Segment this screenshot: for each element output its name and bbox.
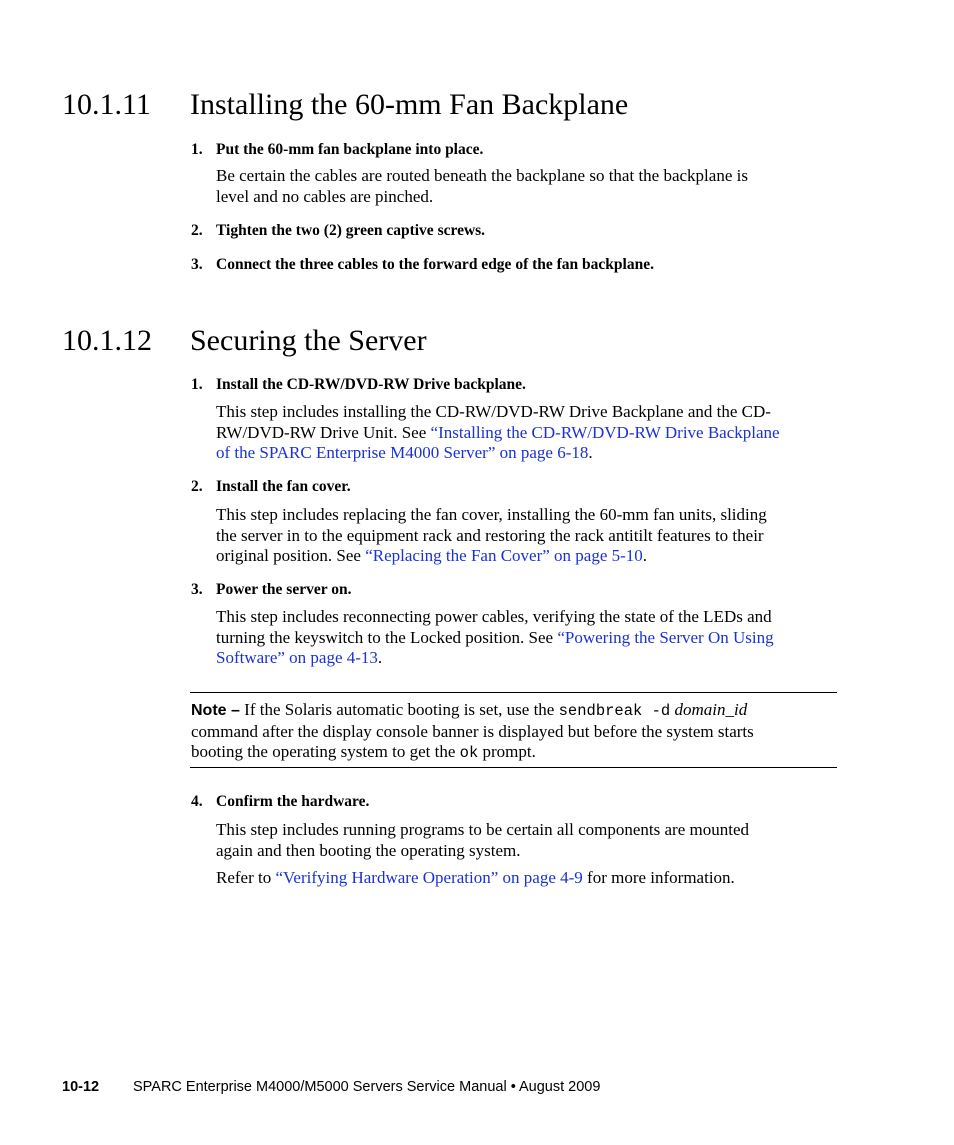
body-text: turning the keyswitch to the Locked position. See (216, 627, 558, 647)
body-line: the server in to the equipment rack and restoring the rack antitilt features to their (216, 525, 764, 545)
step-number: 3. (191, 256, 203, 273)
step-body (216, 505, 840, 567)
step-body (216, 402, 840, 464)
body-line: Be certain the cables are routed beneath the backplane so that the backplane is (216, 166, 748, 185)
body-line: This step includes running programs to be certain all components are mounted (216, 820, 750, 839)
body-text: RW/DVD-RW Drive Unit. See (216, 422, 431, 442)
body-text: . (588, 443, 593, 462)
step-title: Install the fan cover. (216, 478, 351, 495)
step-body (216, 820, 840, 861)
body-line: again and then booting the operating system. (216, 840, 521, 860)
note-line (191, 700, 837, 722)
body-line (216, 423, 840, 444)
note-line: command after the display console banner is displayed but before the system starts (191, 721, 754, 741)
step-title: Tighten the two (2) green captive screws. (216, 222, 486, 239)
note-bottom-rule (190, 767, 837, 768)
step-body (216, 607, 840, 669)
body-line: This step includes reconnecting power cables, verifying the state of the LEDs and (216, 607, 772, 626)
step-number: 4. (191, 793, 203, 810)
step-title: Put the 60-mm fan backplane into place. (216, 141, 484, 158)
body-line (216, 443, 840, 464)
page-number: 10-12 (62, 1079, 100, 1095)
cross-reference-link[interactable]: “Powering the Server On Using (557, 627, 774, 647)
section-title: Installing the 60-mm Fan Backplane (190, 88, 629, 121)
body-line: level and no cables are pinched. (216, 186, 434, 206)
note-box (191, 700, 837, 764)
step-number: 3. (191, 581, 203, 598)
body-text: . (377, 648, 383, 667)
step-title: Confirm the hardware. (216, 793, 370, 810)
body-text: . (642, 546, 648, 565)
note-top-rule (190, 692, 837, 693)
body-line (216, 868, 840, 889)
body-text: Refer to (216, 868, 276, 887)
note-label: Note – (191, 702, 240, 719)
step-number: 1. (191, 141, 203, 158)
cross-reference-link[interactable]: “Replacing the Fan Cover” on page 5-10 (365, 546, 643, 565)
body-line: This step includes replacing the fan cover, installing the 60-mm fan units, sliding (216, 505, 767, 524)
code-text: ok (459, 744, 479, 762)
step-body (216, 166, 840, 207)
note-text: prompt. (478, 742, 536, 761)
body-line (216, 628, 840, 649)
cross-reference-link[interactable]: of the SPARC Enterprise M4000 Server” on page 6-18 (216, 443, 589, 462)
cross-reference-link[interactable]: “Verifying Hardware Operation” on page 4-9 (275, 868, 583, 887)
body-line (216, 648, 840, 669)
section-title: Securing the Server (190, 324, 427, 357)
cross-reference-link[interactable]: “Installing the CD-RW/DVD-RW Drive Backplane (430, 422, 780, 442)
section-number: 10.1.12 (62, 324, 152, 357)
body-text: original position. See (216, 546, 366, 565)
body-line: This step includes installing the CD-RW/DVD-RW Drive Backplane and the CD- (216, 402, 771, 421)
note-line (191, 742, 837, 764)
body-text: for more information. (582, 868, 735, 887)
body-line (216, 546, 840, 567)
step-title: Install the CD-RW/DVD-RW Drive backplane. (216, 376, 526, 393)
footer-title: SPARC Enterprise M4000/M5000 Servers Service Manual • August 2009 (133, 1079, 601, 1095)
note-text: booting the operating system to get the (191, 742, 460, 761)
cross-reference-link[interactable]: Software” on page 4-13 (216, 648, 378, 667)
section-number: 10.1.11 (62, 88, 151, 121)
step-number: 2. (191, 478, 203, 495)
step-body (216, 868, 840, 889)
note-text: If the Solaris automatic booting is set, use the (239, 700, 559, 719)
italic-parameter: domain_id (674, 700, 748, 719)
step-number: 2. (191, 222, 203, 239)
step-title: Power the server on. (216, 581, 352, 598)
step-title: Connect the three cables to the forward edge of the fan backplane. (216, 256, 654, 273)
step-number: 1. (191, 376, 203, 393)
code-text: sendbreak -d (558, 702, 671, 720)
